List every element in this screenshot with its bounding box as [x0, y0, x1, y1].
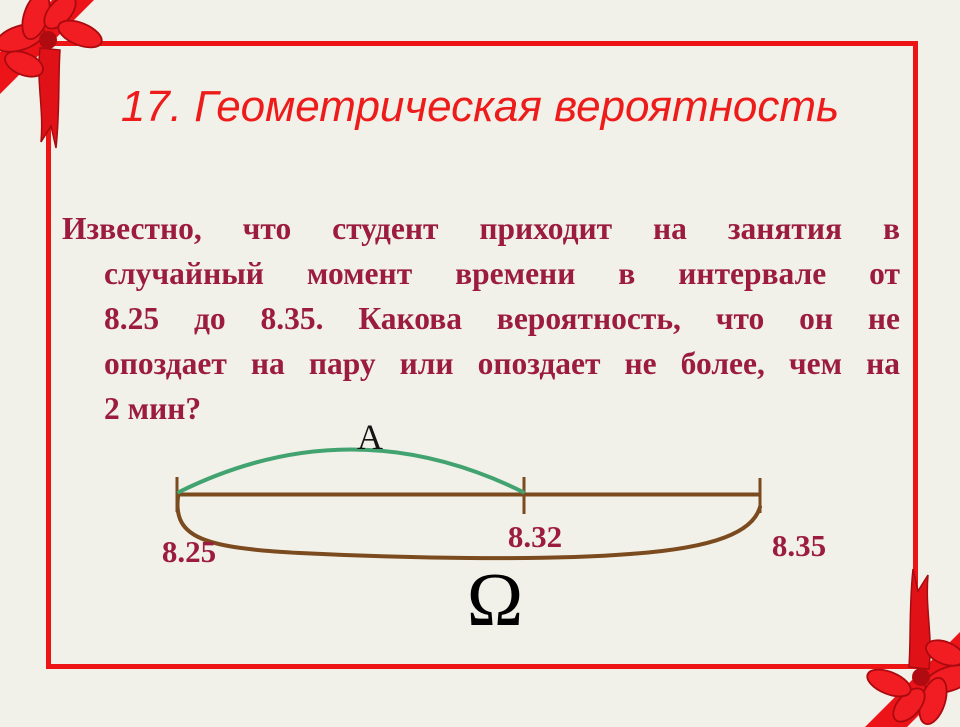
omega-label: Ω: [466, 558, 524, 642]
tick-label-832: 8.32: [507, 519, 563, 554]
slide-title: 17. Геометрическая вероятность: [120, 82, 840, 131]
tick-label-825: 8.25: [161, 534, 217, 569]
problem-line: Известно, что студент приходит на занятия в: [62, 211, 900, 246]
omega-brace: [178, 497, 760, 558]
problem-line: случайный момент времени в интервале от: [104, 256, 900, 291]
tick-label-835: 8.35: [771, 528, 827, 563]
problem-line: 8.25 до 8.35. Какова вероятность, что он не: [104, 301, 900, 336]
event-label: A: [357, 417, 383, 457]
problem-line: опоздает на пару или опоздает не более, чем на: [104, 346, 900, 381]
problem-line: 2 мин?: [104, 391, 202, 426]
